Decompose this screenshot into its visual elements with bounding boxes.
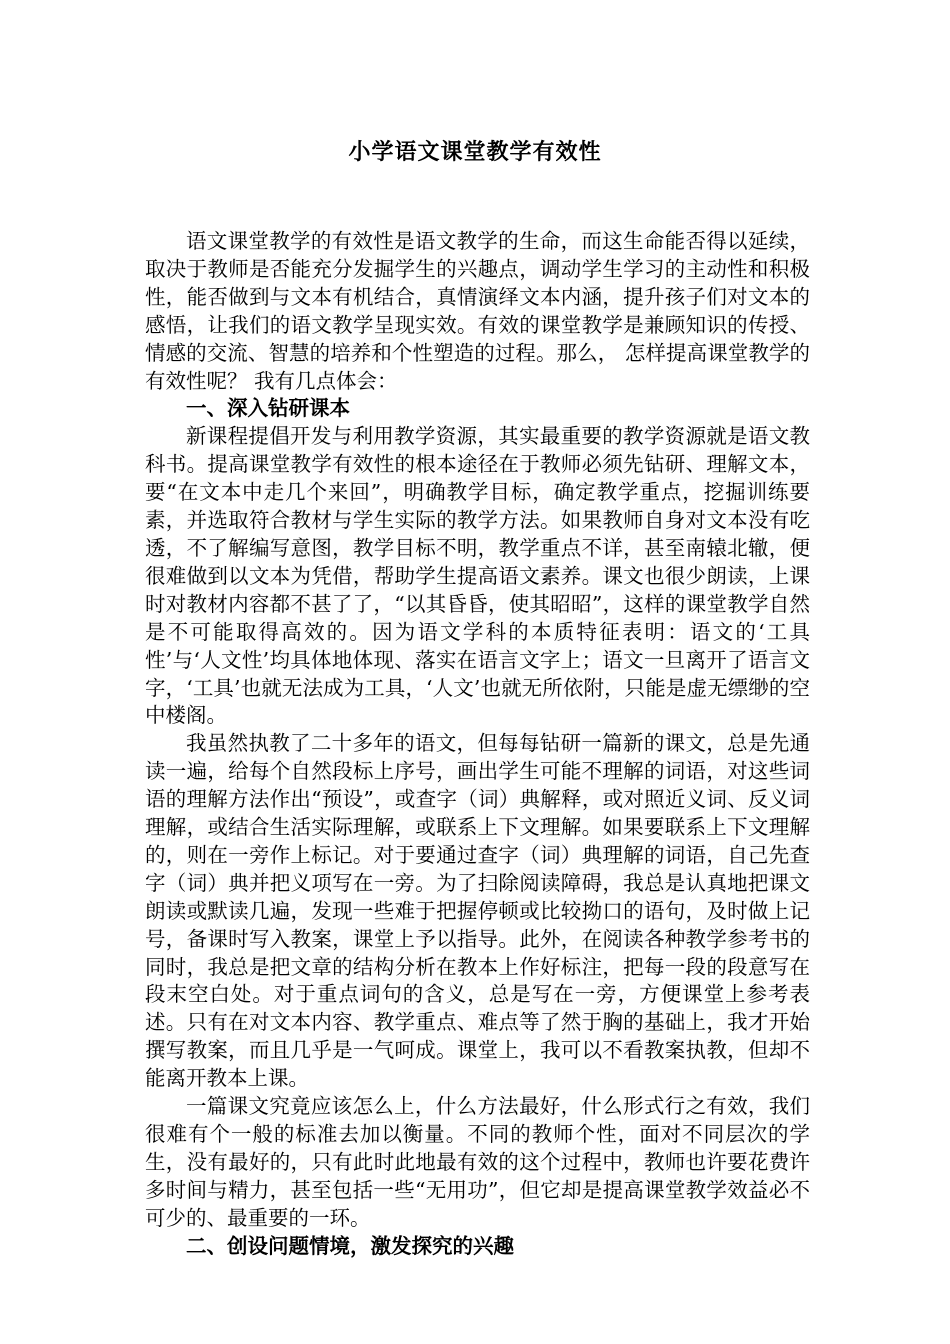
- paragraph-experience: 我虽然执教了二十多年的语文，但每每钻研一篇新的课文，总是先通读一遍，给每个自然段标上序号，画出学生可能不理解的词语，对这些词语的理解方法作出“预设”，或查字（词）典解释，或对照近义词、反义词理解，或结合生活实际理解，或联系上下文理解。如果要联系上下文理解的，则在一旁作上标记。对于要通过查字（词）典理解的词语，自己先查字（词）典并把义项写在一旁。为了扫除阅读障碍，我总是认真地把课文朗读或默读几遍，发现一些难于把握停顿或比较拗口的语句，及时做上记号，备课时写入教案，课堂上予以指导。此外，在阅读各种教学参考书的同时，我总是把文章的结构分析在教本上作好标注，把每一段的段意写在段末空白处。对于重点词句的含义，总是写在一旁，方便课堂上参考表述。只有在对文本内容、教学重点、难点等了然于胸的基础上，我才开始撰写教案，而且几乎是一气呵成。课堂上，我可以不看教案执教，但却不能离开教本上课。: [145, 731, 810, 1091]
- document-title: 小学语文课堂教学有效性: [348, 139, 602, 165]
- paragraph-intro: 语文课堂教学的有效性是语文教学的生命，而这生命能否得以延续，取决于教师是否能充分发掘学生的兴趣点，调动学生学习的主动性和积极性，能否做到与文本有机结合，真情演绎文本内涵，提升孩子们对文本的感悟，让我们的语文教学呈现实效。有效的课堂教学是兼顾知识的传授、情感的交流、智慧的培养和个性塑造的过程。那么， 怎样提高课堂教学的有效性呢？ 我有几点体会：: [145, 229, 810, 393]
- document-body: [145, 228, 810, 1261]
- section-heading-2: 二、创设问题情境，激发探究的兴趣: [186, 1233, 514, 1258]
- paragraph-method: 一篇课文究竟应该怎么上，什么方法最好，什么形式行之有效，我们很难有个一般的标准去加以衡量。不同的教师个性，面对不同层次的学生，没有最好的，只有此时此地最有效的这个过程中，教师也许要花费许多时间与精力，甚至包括一些“无用功”，但它却是提高课堂教学效益必不可少的、最重要的一环。: [145, 1094, 810, 1230]
- paragraph-textbook: 新课程提倡开发与利用教学资源，其实最重要的教学资源就是语文教科书。提高课堂教学有效性的根本途径在于教师必须先钻研、理解文本，要“在文本中走几个来回”，明确教学目标，确定教学重点，挖掘训练要素，并选取符合教材与学生实际的教学方法。如果教师自身对文本没有吃透，不了解编写意图，教学目标不明，教学重点不详，甚至南辕北辙，便很难做到以文本为凭借，帮助学生提高语文素养。课文也很少朗读，上课时对教材内容都不甚了了，“以其昏昏，使其昭昭”，这样的课堂教学自然是不可能取得高效的。因为语文学科的本质特征表明：语文的‘工具性’与‘人文性’均具体地体现、落实在语言文字上；语文一旦离开了语言文字，‘工具’也就无法成为工具，‘人文’也就无所依附，只能是虚无缥缈的空中楼阁。: [145, 424, 810, 728]
- section-heading-1: 一、深入钻研课本: [186, 396, 350, 421]
